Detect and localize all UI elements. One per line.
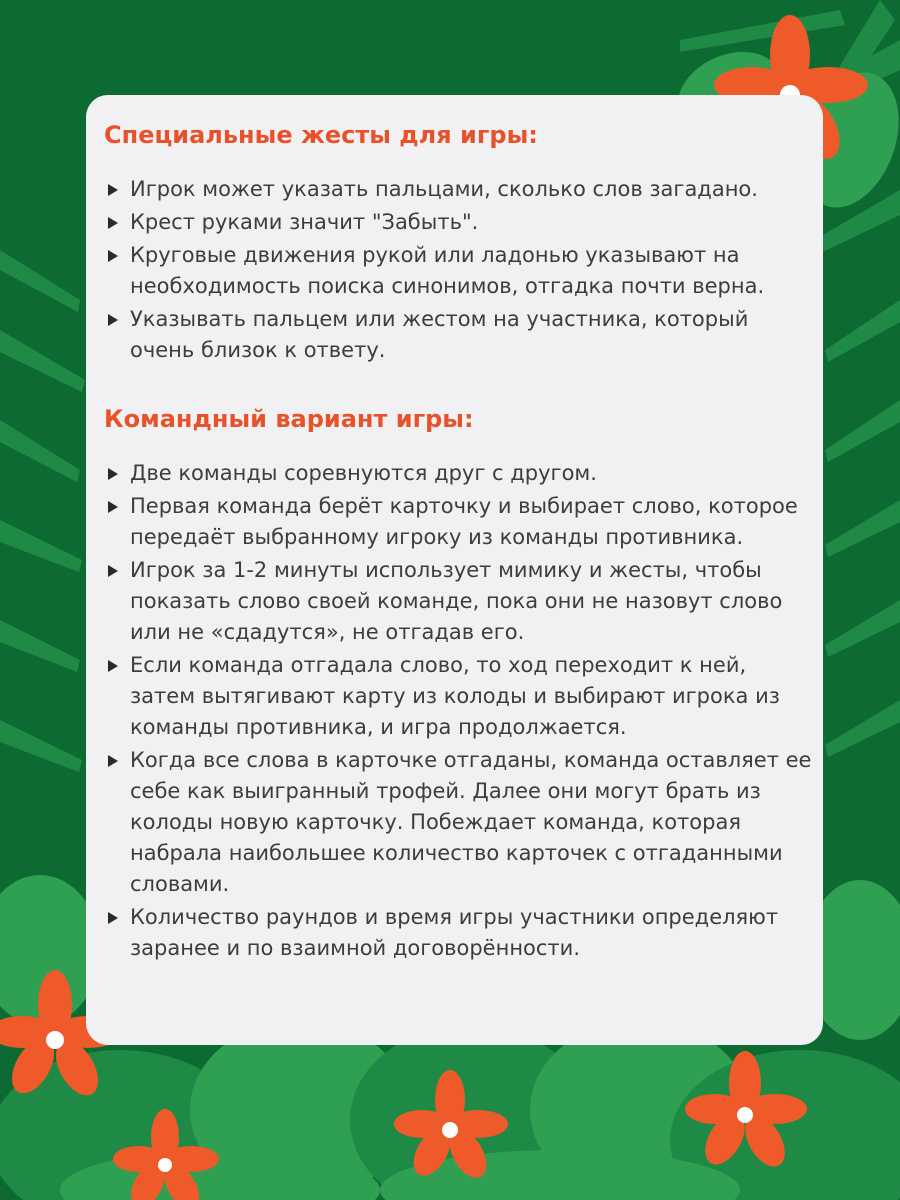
- bullet-arrow-icon: [108, 217, 118, 229]
- left-palm-leaf-icon: [0, 250, 85, 772]
- list-item: [104, 745, 814, 900]
- list-item: [104, 555, 814, 648]
- list-item-text: Когда все слова в карточке отгаданы, команда оставляет ее себе как выигранный трофей. Далее они могут брать из колоды новую карточку. Побеждает команда, которая набрала наибольшее количество карточек с отгаданными словами.: [130, 748, 812, 896]
- bullet-arrow-icon: [108, 184, 118, 196]
- list-item: [104, 240, 814, 302]
- list-item-text: Круговые движения рукой или ладонью указывают на необходимость поиска синонимов, отгадка почти верна.: [130, 243, 765, 298]
- list-item: [104, 458, 814, 489]
- list-item-text: Первая команда берёт карточку и выбирает слово, которое передаёт выбранному игроку из команды противника.: [130, 494, 798, 549]
- list-item-text: Игрок за 1-2 минуты использует мимику и жесты, чтобы показать слово своей команде, пока они не назовут слово или не «сдадутся», не отгадав его.: [130, 558, 783, 644]
- section-heading-team-variant: Командный вариант игры:: [104, 405, 474, 433]
- list-item-text: Указывать пальцем или жестом на участника, который очень близок к ответу.: [130, 307, 749, 362]
- rules-content: [104, 118, 814, 966]
- bullet-arrow-icon: [108, 755, 118, 767]
- list-item: [104, 491, 814, 553]
- team-variant-list: [104, 458, 814, 964]
- bullet-arrow-icon: [108, 660, 118, 672]
- list-item-text: Две команды соревнуются друг с другом.: [130, 461, 597, 485]
- list-item-text: Крест руками значит "Забыть".: [130, 210, 479, 234]
- bullet-arrow-icon: [108, 468, 118, 480]
- list-item: [104, 174, 814, 205]
- bullet-arrow-icon: [108, 912, 118, 924]
- bullet-arrow-icon: [108, 314, 118, 326]
- bullet-arrow-icon: [108, 501, 118, 513]
- list-item-text: Игрок может указать пальцами, сколько слов загадано.: [130, 177, 758, 201]
- gestures-list: [104, 174, 814, 366]
- list-item: [104, 304, 814, 366]
- list-item-text: Количество раундов и время игры участники определяют заранее и по взаимной договорённости.: [130, 905, 779, 960]
- list-item-text: Если команда отгадала слово, то ход переходит к ней, затем вытягивают карту из колоды и выбирают игрока из команды противника, и игра продолжается.: [130, 653, 780, 739]
- list-item: [104, 902, 814, 964]
- section-heading-gestures: Специальные жесты для игры:: [104, 121, 538, 149]
- right-palm-leaf-icon: [825, 300, 900, 757]
- bullet-arrow-icon: [108, 250, 118, 262]
- list-item: [104, 650, 814, 743]
- bullet-arrow-icon: [108, 565, 118, 577]
- list-item: [104, 207, 814, 238]
